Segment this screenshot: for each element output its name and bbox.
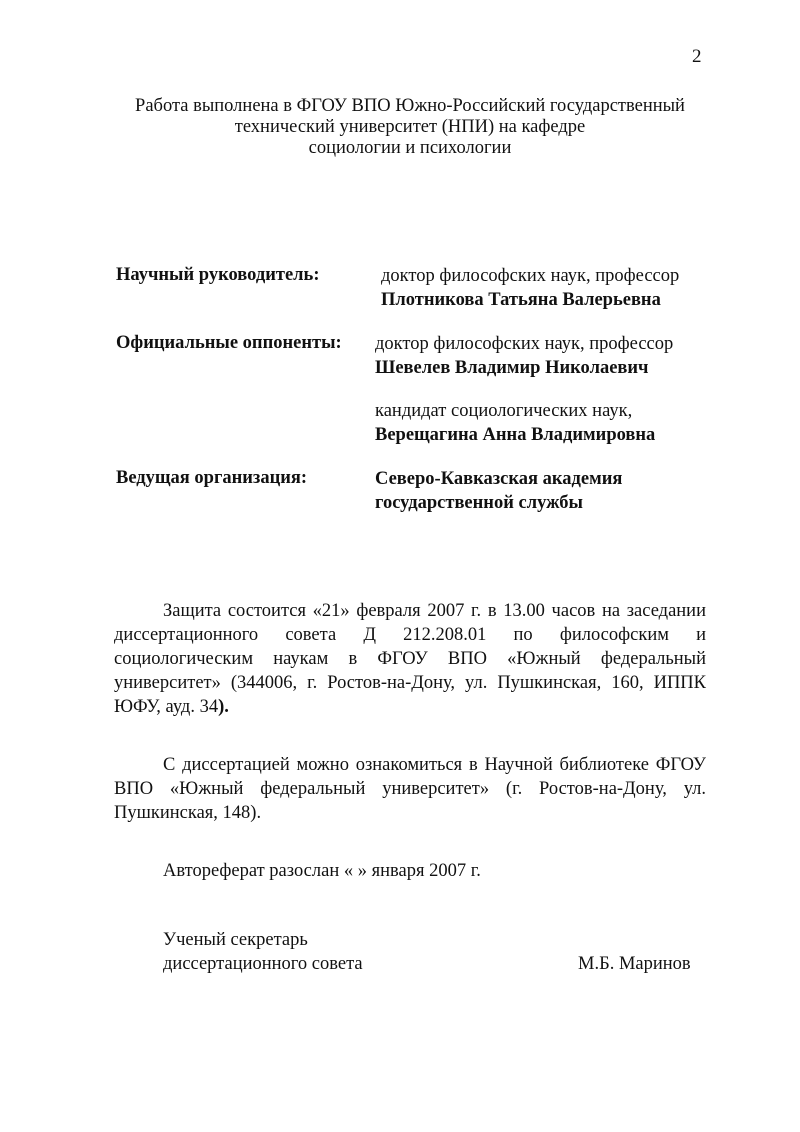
library-text: С диссертацией можно ознакомиться в Научной библиотеке ФГОУ ВПО «Южный федеральный университет» (г. Ростов-на-Дону, ул. Пушкинская, 148).	[114, 755, 706, 823]
institution-header	[0, 96, 800, 159]
defense-end: ).	[218, 697, 229, 717]
supervisor-degree: доктор философских наук, профессор	[381, 266, 680, 286]
opponent-1-block	[375, 332, 673, 380]
library-paragraph	[114, 753, 706, 825]
lead-org-line-1: Северо-Кавказская академия	[375, 469, 623, 489]
opponent-2-degree: кандидат социологических наук,	[375, 401, 633, 421]
abstract-sent: Автореферат разослан « » января 2007 г.	[163, 861, 481, 881]
supervisor-block	[381, 264, 679, 312]
opponent-2-block	[375, 399, 655, 447]
secretary-name: М.Б. Маринов	[578, 954, 691, 974]
opponent-1-name: Шевелев Владимир Николаевич	[375, 358, 649, 378]
defense-paragraph	[114, 599, 706, 719]
opponent-1-degree: доктор философских наук, профессор	[375, 334, 674, 354]
opponent-2-name: Верещагина Анна Владимировна	[375, 425, 656, 445]
page-number: 2	[692, 46, 702, 67]
header-line-1: Работа выполнена в ФГОУ ВПО Южно-Российский государственный	[135, 96, 685, 116]
supervisor-label: Научный руководитель:	[116, 265, 320, 285]
lead-org-block	[375, 467, 622, 515]
header-line-2: технический университет (НПИ) на кафедре	[234, 117, 586, 137]
secretary-title-2: диссертационного совета	[163, 954, 363, 974]
lead-org-line-2: государственной службы	[375, 493, 583, 513]
header-line-3: социологии и психологии	[308, 138, 512, 158]
defense-text: Защита состоится «21» февраля 2007 г. в 13.00 часов на заседании диссертационного совета Д 212.208.01 по философским и социологическим наукам в ФГОУ ВПО «Южный федеральный университет» (344006, г. Ростов-на-Дону, ул. Пушкинская, 160, ИППК ЮФУ, ауд. 34	[114, 601, 706, 717]
lead-org-label: Ведущая организация:	[116, 468, 308, 488]
supervisor-name: Плотникова Татьяна Валерьевна	[381, 290, 661, 310]
secretary-title-1: Ученый секретарь	[163, 930, 308, 950]
opponents-label: Официальные оппоненты:	[116, 333, 342, 353]
